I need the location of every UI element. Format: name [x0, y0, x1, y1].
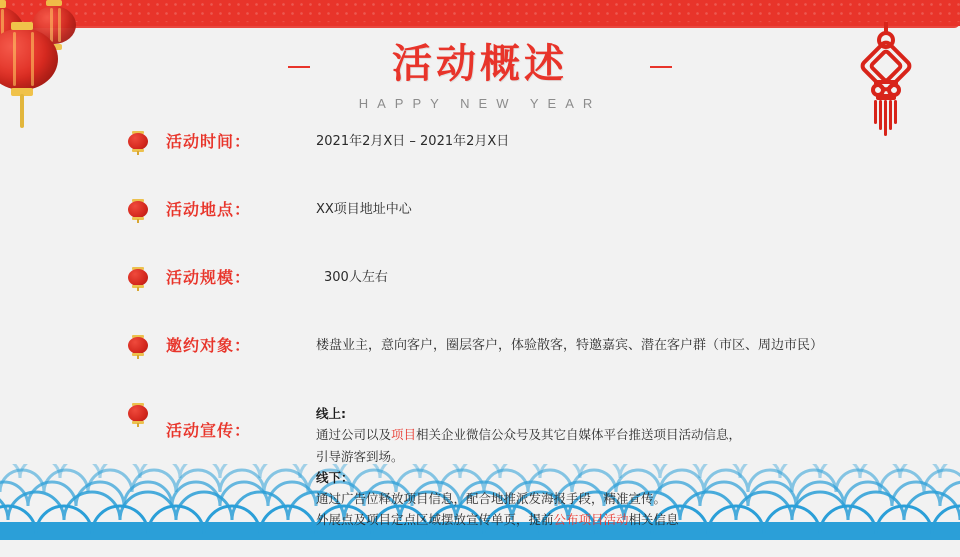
row-label-scale: 活动规模：: [166, 268, 252, 287]
lantern-icon: [110, 196, 166, 222]
title-dash-left: [288, 66, 310, 68]
online-heading: 线上:: [316, 406, 346, 421]
offline-heading: 线下：: [316, 469, 354, 485]
top-red-band: [0, 0, 960, 26]
row-value-audience: 楼盘业主，意向客户，圈层客户，体验散客，特邀嘉宾、潜在客户群（市区、周边市民）: [316, 338, 824, 353]
band-texture: [0, 0, 960, 26]
offline-text-b: 相关信息: [628, 512, 679, 528]
online-line-2: 引导游客到场。: [316, 448, 404, 464]
list-item: [0, 400, 960, 531]
title-dash-right: [650, 66, 672, 68]
chinese-knot-icon: [846, 16, 926, 144]
row-value-location: XX项目地址中心: [316, 202, 412, 217]
row-value-promotion: [316, 400, 960, 531]
offline-line-1: 通过广告位释放项目信息，配合地推派发海报手段，精准宣传。: [316, 491, 667, 506]
lantern-icon: [110, 400, 166, 426]
online-text-b: 相关企业微信公众号及其它自媒体平台推送项目活动信息，: [416, 427, 742, 443]
list-item: [0, 128, 960, 170]
offline-text-a: 外展点及项目定点区域摆放宣传单页，提前: [316, 512, 554, 528]
page-title: 活动概述: [392, 41, 568, 87]
lantern-icon: [110, 264, 166, 290]
online-text-a: 通过公司以及: [316, 427, 392, 443]
row-value-scale: 300人左右: [324, 270, 388, 285]
content-list: [0, 128, 960, 557]
row-label-time: 活动时间：: [166, 132, 252, 151]
row-label-audience: 邀约对象：: [166, 336, 252, 355]
row-label-promotion: 活动宣传：: [166, 421, 252, 440]
list-item: [0, 196, 960, 238]
offline-line-2: [316, 509, 920, 530]
online-line-1: [316, 424, 920, 445]
offline-text-highlight: 公布项目活动: [553, 512, 629, 528]
online-text-highlight: 项目: [391, 427, 417, 443]
list-item: [0, 332, 960, 374]
lantern-icon: [110, 332, 166, 358]
lantern-cluster-icon: [0, 6, 126, 136]
row-label-location: 活动地点：: [166, 200, 252, 219]
title-block: [0, 41, 960, 111]
row-value-time: 2021年2月X日 – 2021年2月X日: [316, 134, 510, 149]
page-subtitle: HAPPY NEW YEAR: [358, 96, 602, 111]
list-item: [0, 264, 960, 306]
